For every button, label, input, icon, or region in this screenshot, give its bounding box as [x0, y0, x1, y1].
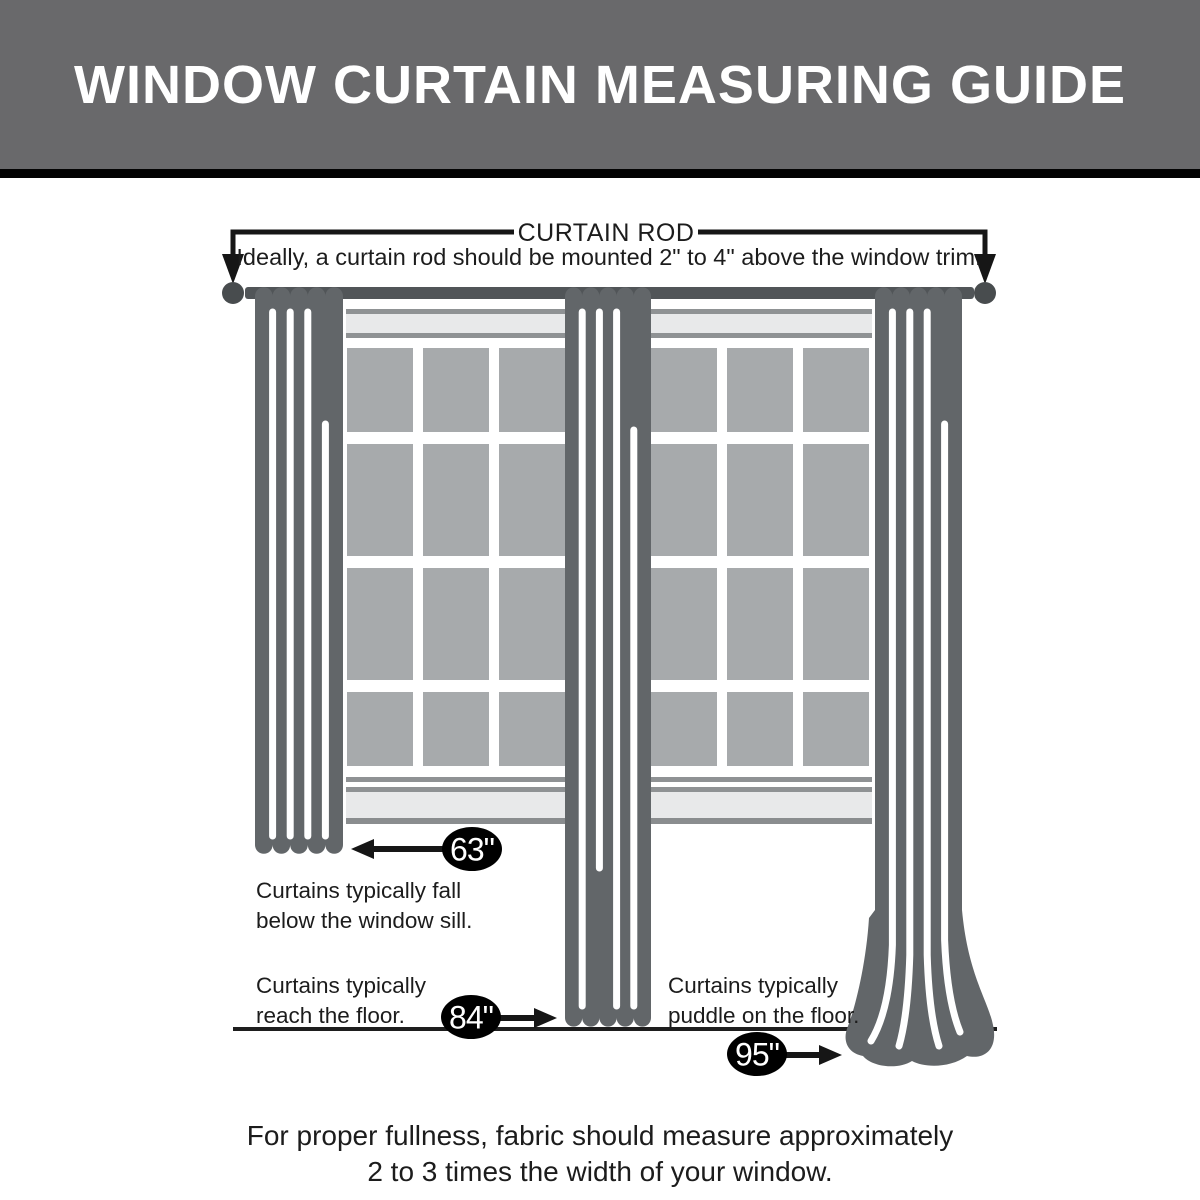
badge-95-value: 95": [735, 1036, 779, 1073]
puddle-length-description: Curtains typically puddle on the floor.: [668, 973, 860, 1028]
rod-finial-left-icon: [222, 282, 244, 304]
fullness-note-line2: 2 to 3 times the width of your window.: [367, 1156, 833, 1187]
floor-length-description: Curtains typically reach the floor.: [256, 973, 427, 1028]
page-title: WINDOW CURTAIN MEASURING GUIDE: [74, 54, 1126, 115]
measurement-arrow-95: [785, 1045, 842, 1065]
curtain-panel-sill: [255, 287, 343, 854]
badge-84-value: 84": [449, 999, 493, 1036]
rod-mounting-note: Ideally, a curtain rod should be mounted 2" to 4" above the window trim.: [236, 244, 982, 270]
measurement-arrow-84: [499, 1008, 557, 1028]
curtain-panel-floor: [565, 287, 651, 1026]
badge-63-value: 63": [450, 831, 494, 868]
measurement-arrow-63: [351, 839, 443, 859]
sill-length-description: Curtains typically fall below the window sill.: [256, 878, 473, 933]
curtain-rod-label: CURTAIN ROD: [517, 219, 695, 247]
rod-finial-right-icon: [974, 282, 996, 304]
fullness-note-line1: For proper fullness, fabric should measure approximately: [246, 1120, 954, 1151]
